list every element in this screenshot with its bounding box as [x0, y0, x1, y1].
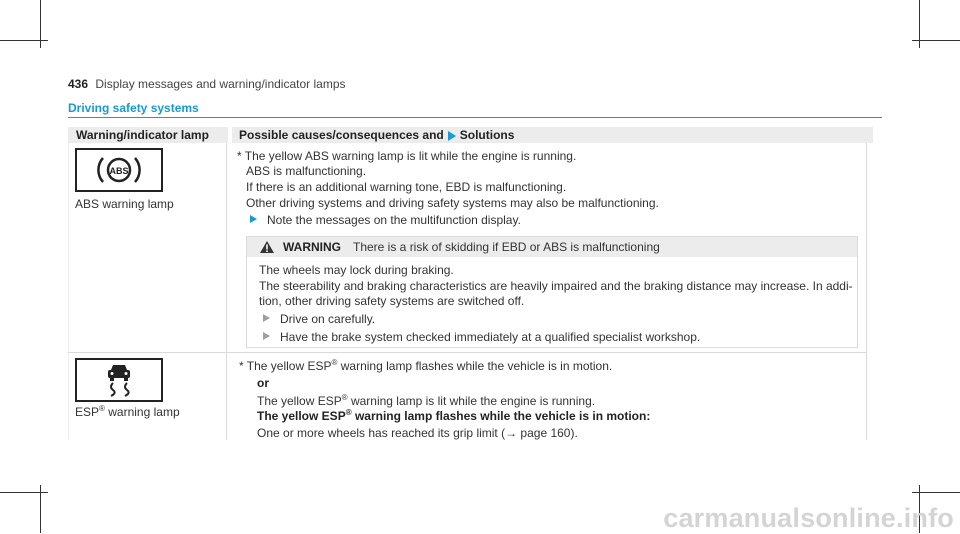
abs-step-1: [250, 213, 521, 228]
esp-lamp-box: [75, 358, 163, 402]
esp-cause-1-b: warning lamp flashes while the vehicle is in motion.: [337, 359, 613, 373]
abs-lamp-label: ABS warning lamp: [75, 197, 174, 211]
section-title: Driving safety systems: [68, 101, 199, 115]
abs-lamp-box: [75, 148, 163, 192]
table-divider: [866, 143, 867, 440]
esp-cause-1-a: * The yellow ESP: [239, 359, 332, 373]
abs-cause-1: * The yellow ABS warning lamp is lit while the engine is running.: [237, 149, 577, 163]
warning-step-2-text: Have the brake system checked immediately at a qualified specialist workshop.: [280, 330, 701, 344]
warning-line-1: The wheels may lock during braking.: [259, 263, 454, 277]
warning-step-2: [263, 330, 700, 345]
esp-cause-1: [239, 359, 612, 374]
esp-cause-2: [257, 394, 595, 409]
abs-cause-2: ABS is malfunctioning.: [246, 164, 367, 178]
table-divider: [68, 143, 69, 440]
esp-skidding-car-icon: [77, 360, 161, 400]
esp-cause-3-b: warning lamp flashes while the vehicle is in motion:: [351, 409, 651, 423]
warning-header: [247, 237, 857, 257]
abs-step-1-text: Note the messages on the multifunction display.: [267, 213, 521, 227]
step-arrow-icon: [263, 332, 270, 340]
warning-label: WARNING: [283, 240, 341, 254]
step-arrow-icon: [263, 314, 270, 322]
col-header-solutions-text: Solutions: [459, 128, 515, 142]
warning-triangle-icon: [260, 241, 274, 253]
esp-lamp-label: [75, 405, 180, 419]
abs-icon-text: ABS: [109, 166, 129, 176]
esp-cause-3: [257, 409, 650, 424]
table-row-divider: [68, 352, 866, 353]
esp-cause-2-a: The yellow ESP: [257, 394, 342, 408]
registered-mark: ®: [345, 408, 352, 417]
solution-arrow-icon: [448, 131, 456, 141]
section-divider: [68, 117, 882, 118]
crop-mark: [912, 40, 960, 41]
abs-cause-3: If there is an additional warning tone, EBD is malfunctioning.: [246, 180, 567, 194]
registered-mark: ®: [341, 393, 348, 402]
esp-cause-2-b: warning lamp is lit while the engine is running.: [347, 394, 596, 408]
registered-mark: ®: [99, 404, 105, 413]
esp-lamp-label-b: warning lamp: [104, 405, 180, 419]
warning-step-1-text: Drive on carefully.: [280, 312, 376, 326]
page-number: 436: [68, 77, 89, 91]
esp-or-label: or: [257, 376, 269, 390]
page-header: [68, 77, 346, 91]
warning-text: There is a risk of skidding if EBD or ABS is malfunctioning: [353, 240, 660, 254]
crop-mark: [0, 40, 48, 41]
crop-mark: [0, 492, 48, 493]
warning-box: [246, 236, 858, 348]
crop-mark: [912, 492, 960, 493]
esp-cause-4: One or more wheels has reached its grip limit (→ page 160).: [257, 426, 578, 440]
esp-cause-3-a: The yellow ESP: [257, 409, 346, 423]
col-header-causes-text: Possible causes/consequences and: [239, 128, 444, 142]
watermark: carmanualsonline.info: [663, 503, 954, 533]
col-header-causes: [232, 127, 873, 143]
esp-lamp-label-a: ESP: [75, 405, 100, 419]
table-divider: [226, 143, 227, 440]
abs-warning-icon: [77, 150, 161, 190]
registered-mark: ®: [331, 358, 338, 367]
page-header-title: Display messages and warning/indicator lamps: [95, 77, 346, 91]
col-header-lamp: Warning/indicator lamp: [68, 127, 228, 143]
warning-line-2: The steerability and braking characteristics are heavily impaired and the braking distance may increase. In addi-: [259, 279, 853, 293]
step-arrow-icon: [250, 215, 257, 223]
abs-cause-4: Other driving systems and driving safety systems may also be malfunctioning.: [246, 196, 659, 210]
warning-line-3: tion, other driving safety systems are switched off.: [259, 294, 525, 308]
warning-step-1: [263, 312, 375, 327]
